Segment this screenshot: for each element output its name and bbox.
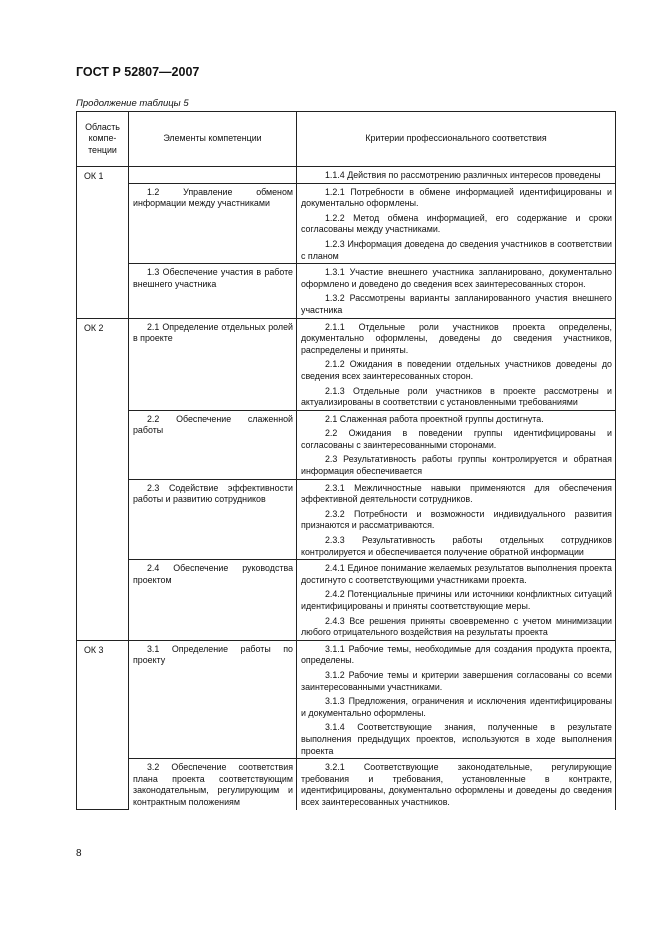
cell-element — [129, 560, 297, 641]
cell-element — [129, 759, 297, 810]
cell-area: ОК 2 — [77, 318, 129, 640]
element-text: 3.1 Определение работы по проекту — [133, 643, 293, 666]
criterion-text: 2.3.1 Межличностные навыки применяются для обеспечения эффективной деятельности сотрудников. — [301, 482, 612, 505]
criterion-text: 2.1.1 Отдельные роли участников проекта определены, документально оформлены, доведены до сведения участников, распределены и приняты. — [301, 321, 612, 355]
criterion-text: 1.3.1 Участие внешнего участника запланировано, документально оформлено и доведено до сведения всех заинтересованных сторон. — [301, 267, 612, 289]
cell-element — [129, 318, 297, 410]
cell-element — [129, 640, 297, 758]
table-row — [77, 410, 616, 479]
cell-element — [129, 264, 297, 318]
competence-table — [76, 111, 616, 810]
table-row — [77, 318, 616, 410]
element-text: 1.3 Обеспечение участия в работе внешнего участника — [133, 267, 293, 289]
document-title: ГОСТ Р 52807—2007 — [76, 65, 200, 79]
criterion-text: 1.2.2 Метод обмена информацией, его содержание и сроки согласованы между участниками. — [301, 212, 612, 235]
table-row — [77, 479, 616, 560]
criterion-text: 2.2 Ожидания в поведении группы идентифицированы и согласованы с заинтересованными сторонами. — [301, 428, 612, 450]
cell-criteria — [297, 759, 616, 810]
table-row — [77, 759, 616, 810]
element-text: 2.4 Обеспечение руководства проектом — [133, 563, 293, 585]
page-number: 8 — [76, 848, 82, 859]
cell-area: ОК 1 — [77, 167, 129, 319]
criterion-text: 1.2.3 Информация доведена до сведения участников в соответствии с планом — [301, 238, 612, 261]
cell-criteria — [297, 264, 616, 318]
criterion-text: 2.3.2 Потребности и возможности индивидуального развития признаются и рассматриваются. — [301, 508, 612, 531]
criterion-text: 3.2.1 Соответствующие законодательные, регулирующие требования и требования, установленные в контракте, идентифицированы, документально оформлены и доведены до сведения всех заинтересованных участников. — [301, 762, 612, 807]
cell-criteria — [297, 640, 616, 758]
element-text: 2.3 Содействие эффективности работы и развитию сотрудников — [133, 482, 293, 505]
criterion-text: 2.3.3 Результативность работы отдельных сотрудников контролируется и обеспечивается получение обратной информации — [301, 535, 612, 557]
table-row — [77, 640, 616, 758]
cell-criteria — [297, 479, 616, 560]
criterion-text: 2.4.3 Все решения приняты своевременно с учетом минимизации любого отрицательного воздействия на результаты проекта — [301, 615, 612, 638]
table-header-row — [77, 112, 616, 167]
criterion-text: 2.1.3 Отдельные роли участников в проекте рассмотрены и актуализированы в соответствии с установленными требованиями — [301, 385, 612, 408]
cell-area: ОК 3 — [77, 640, 129, 809]
element-text: 2.1 Определение отдельных ролей в проекте — [133, 321, 293, 344]
cell-element — [129, 410, 297, 479]
cell-element — [129, 183, 297, 264]
table-body — [77, 167, 616, 810]
column-header-elements: Элементы компетенции — [129, 112, 297, 167]
criterion-text: 2.1 Слаженная работа проектной группы достигнута. — [325, 413, 544, 424]
criterion-text: 3.1.2 Рабочие темы и критерии завершения согласованы со всеми заинтересованными участниками. — [301, 669, 612, 692]
table-row — [77, 167, 616, 184]
cell-criteria — [297, 183, 616, 264]
cell-criteria — [297, 167, 616, 184]
criterion-text: 3.1.3 Предложения, ограничения и исключения идентифицированы и документально оформлены. — [301, 696, 612, 718]
element-text: 2.2 Обеспечение слаженной работы — [133, 413, 293, 436]
table-row — [77, 560, 616, 641]
table-row — [77, 183, 616, 264]
criterion-text: 1.3.2 Рассмотрены варианты запланированного участия внешнего участника — [301, 293, 612, 315]
cell-element — [129, 167, 297, 184]
criterion-text: 1.1.4 Действия по рассмотрению различных интересов проведены — [325, 170, 601, 180]
criterion-text: 1.2.1 Потребности в обмене информацией идентифицированы и документально оформлены. — [301, 186, 612, 209]
criterion-text: 2.4.1 Единое понимание желаемых результатов выполнения проекта достигнуто с соответствующими участниками проекта. — [301, 563, 612, 585]
criterion-text: 3.1.4 Соответствующие знания, полученные в результате выполнения предыдущих проектов, используются в ходе выполнения проекта — [301, 722, 612, 756]
cell-criteria — [297, 318, 616, 410]
element-text: 1.2 Управление обменом информации между участниками — [133, 186, 293, 209]
cell-criteria — [297, 560, 616, 641]
criterion-text: 2.4.2 Потенциальные причины или источники конфликтных ситуаций идентифицированы и приняты соответствующие меры. — [301, 589, 612, 611]
table-row — [77, 264, 616, 318]
column-header-criteria: Критерии профессионального соответствия — [297, 112, 616, 167]
cell-element — [129, 479, 297, 560]
column-header-area: Область компе-тенции — [77, 112, 129, 167]
cell-criteria — [297, 410, 616, 479]
element-text: 3.2 Обеспечение соответствия плана проекта соответствующим законодательным, регулирующим и контрактным положениям — [133, 762, 293, 807]
criterion-text: 2.3 Результативность работы группы контролируется и обратная информация обеспечивается — [301, 454, 612, 477]
criterion-text: 2.1.2 Ожидания в поведении отдельных участников доведены до сведения всех заинтересованных сторон. — [301, 359, 612, 381]
table-caption: Продолжение таблицы 5 — [76, 98, 189, 109]
criterion-text: 3.1.1 Рабочие темы, необходимые для создания продукта проекта, определены. — [301, 643, 612, 666]
